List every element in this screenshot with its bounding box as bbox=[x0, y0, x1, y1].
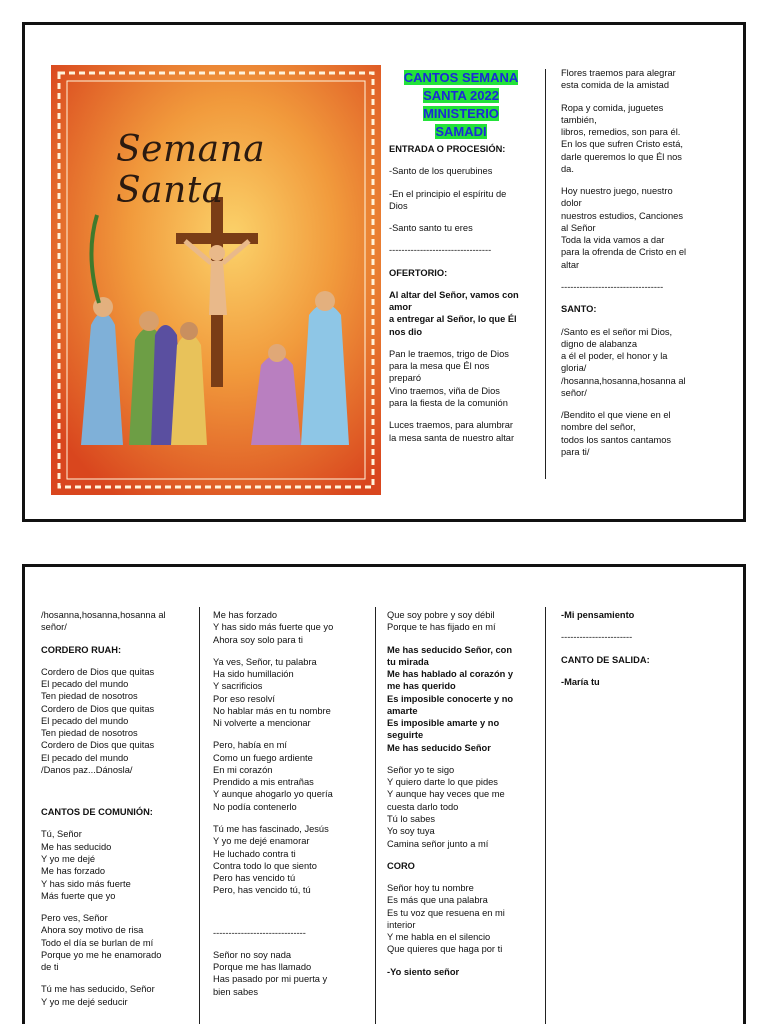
section-heading: CORDERO RUAH: bbox=[41, 644, 122, 655]
lyric-block: Tú, Señor Me has seducido Y yo me dejé Me has forzado Y has sido más fuerte Más fuerte que yo bbox=[41, 829, 131, 901]
column-divider bbox=[375, 607, 376, 1024]
title-line: SANTA 2022 bbox=[423, 88, 499, 103]
lyric-block: --------------------------------- bbox=[561, 281, 664, 292]
booklet-page-2 bbox=[22, 564, 746, 1024]
lyric-block bbox=[41, 786, 191, 796]
lyric-block: Pan le traemos, trigo de Dios para la mesa que Él nos preparó Vino traemos, viña de Dios para la fiesta de la comunión bbox=[389, 348, 509, 408]
lyric-block: Ropa y comida, juguetes también, libros, remedios, son para él. En los que sufren Cristo está, darle queremos lo que Él nos da. bbox=[561, 102, 683, 174]
lyric-block: Cordero de Dios que quitas El pecado del mundo Ten piedad de nosotros Cordero de Dios que quitas El pecado del mundo Ten piedad de nosotros Cordero de Dios que quitas El pecado del mundo /Danos paz...Dánosla/ bbox=[41, 666, 155, 775]
section-heading: Al altar del Señor, vamos con amor a entregar al Señor, lo que Él nos dio bbox=[389, 289, 519, 337]
section-heading: -María tu bbox=[561, 676, 600, 687]
lyric-block: Flores traemos para alegrar esta comida de la amistad bbox=[561, 68, 676, 91]
lyric-block: Ya ves, Señor, tu palabra Ha sido humillación Y sacrificios Por eso resolví No hablar más en tu nombre Ni volverte a mencionar bbox=[213, 656, 331, 729]
column-ofrenda-santo bbox=[561, 67, 707, 468]
section-heading: CORO bbox=[387, 860, 415, 871]
lyric-block: Luces traemos, para alumbrar la mesa santa de nuestro altar bbox=[389, 420, 515, 443]
lyric-block: --------------------------------- bbox=[389, 245, 492, 256]
lyric-block: /Santo es el señor mi Dios, digno de alabanza a él el poder, el honor y la gloria/ /hosanna,hosanna,hosanna al señor/ bbox=[561, 326, 686, 398]
section-heading: ENTRADA O PROCESIÓN: bbox=[389, 144, 506, 154]
lyric-block: -Santo de los querubines bbox=[389, 166, 493, 177]
section-heading: -Mi pensamiento bbox=[561, 610, 635, 620]
column-seducido bbox=[387, 609, 531, 988]
lyric-block: Hoy nuestro juego, nuestro dolor nuestros estudios, Canciones al Señor Toda la vida vamos a dar para la ofrenda de Cristo en el altar bbox=[561, 186, 687, 270]
lyric-block: Señor yo te sigo Y quiero darte lo que pides Y aunque hay veces que me cuesta darlo todo Tú lo sabes Yo soy tuya Camina señor junto a mí bbox=[387, 764, 505, 849]
lyric-block: Que soy pobre y soy débil Porque te has fijado en mí bbox=[387, 610, 496, 633]
column-divider bbox=[199, 607, 200, 1024]
cover-image bbox=[51, 65, 381, 495]
column-divider bbox=[545, 607, 546, 1024]
section-heading: Me has seducido Señor, con tu mirada Me has hablado al corazón y me has querido Es imposible conocerte y no amarte Es imposible amarte y no seguirte Me has seducido Señor bbox=[387, 644, 514, 753]
lyric-block: Tú me has fascinado, Jesús Y yo me dejé enamorar He luchado contra ti Contra todo lo que siento Pero has vencido tú Pero, has vencido tú, tú bbox=[213, 823, 329, 896]
lyric-block: ------------------------------ bbox=[213, 927, 306, 938]
lyric-block: Pero ves, Señor Ahora soy motivo de risa Todo el día se burlan de mí Porque yo me he enamorado de ti bbox=[41, 913, 162, 973]
title-line: CANTOS SEMANA bbox=[403, 70, 519, 85]
lyric-block bbox=[213, 907, 363, 917]
column-salida bbox=[561, 609, 711, 698]
title-line: MINISTERIO bbox=[423, 106, 499, 121]
lyric-block: /hosanna,hosanna,hosanna al señor/ bbox=[41, 610, 166, 633]
section-heading: SANTO: bbox=[561, 304, 597, 315]
section-heading: OFERTORIO: bbox=[389, 267, 448, 278]
section-heading: -Yo siento señor bbox=[387, 966, 460, 977]
lyric-block: Pero, había en mí Como un fuego ardiente En mi corazón Prendido a mis entrañas Y aunque ahogarlo yo quería No podía contenerlo bbox=[213, 740, 333, 812]
lyric-block: /Bendito el que viene en el nombre del señor, todos los santos cantamos para ti/ bbox=[561, 410, 672, 457]
column-entrada-ofertorio bbox=[389, 143, 529, 454]
lyric-block: -En el principio el espíritu de Dios bbox=[389, 188, 507, 211]
column-cordero-comunion bbox=[41, 609, 191, 1018]
lyric-block: Señor no soy nada Porque me has llamado Has pasado por mi puerta y bien sabes bbox=[213, 949, 328, 997]
lyric-block: -Santo santo tu eres bbox=[389, 223, 473, 234]
title-line: SAMADI bbox=[435, 124, 487, 139]
column-divider bbox=[545, 69, 546, 479]
cover-title: Semana Santa bbox=[116, 129, 266, 211]
column-comunion-cont bbox=[213, 609, 363, 1008]
section-heading: CANTO DE SALIDA: bbox=[561, 654, 650, 665]
booklet-page-1 bbox=[22, 22, 746, 522]
lyric-block: Me has forzado Y has sido más fuerte que yo Ahora soy solo para ti bbox=[213, 610, 334, 645]
lyric-block: Tú me has seducido, Señor Y yo me dejé seducir bbox=[41, 984, 155, 1007]
section-heading: CANTOS DE COMUNIÓN: bbox=[41, 807, 153, 818]
lyric-block: Señor hoy tu nombre Es más que una palabra Es tu voz que resuena en mi interior Y me habla en el silencio Que quieres que haga por ti bbox=[387, 883, 505, 955]
booklet-title bbox=[397, 69, 525, 141]
lyric-block: ----------------------- bbox=[561, 632, 633, 643]
